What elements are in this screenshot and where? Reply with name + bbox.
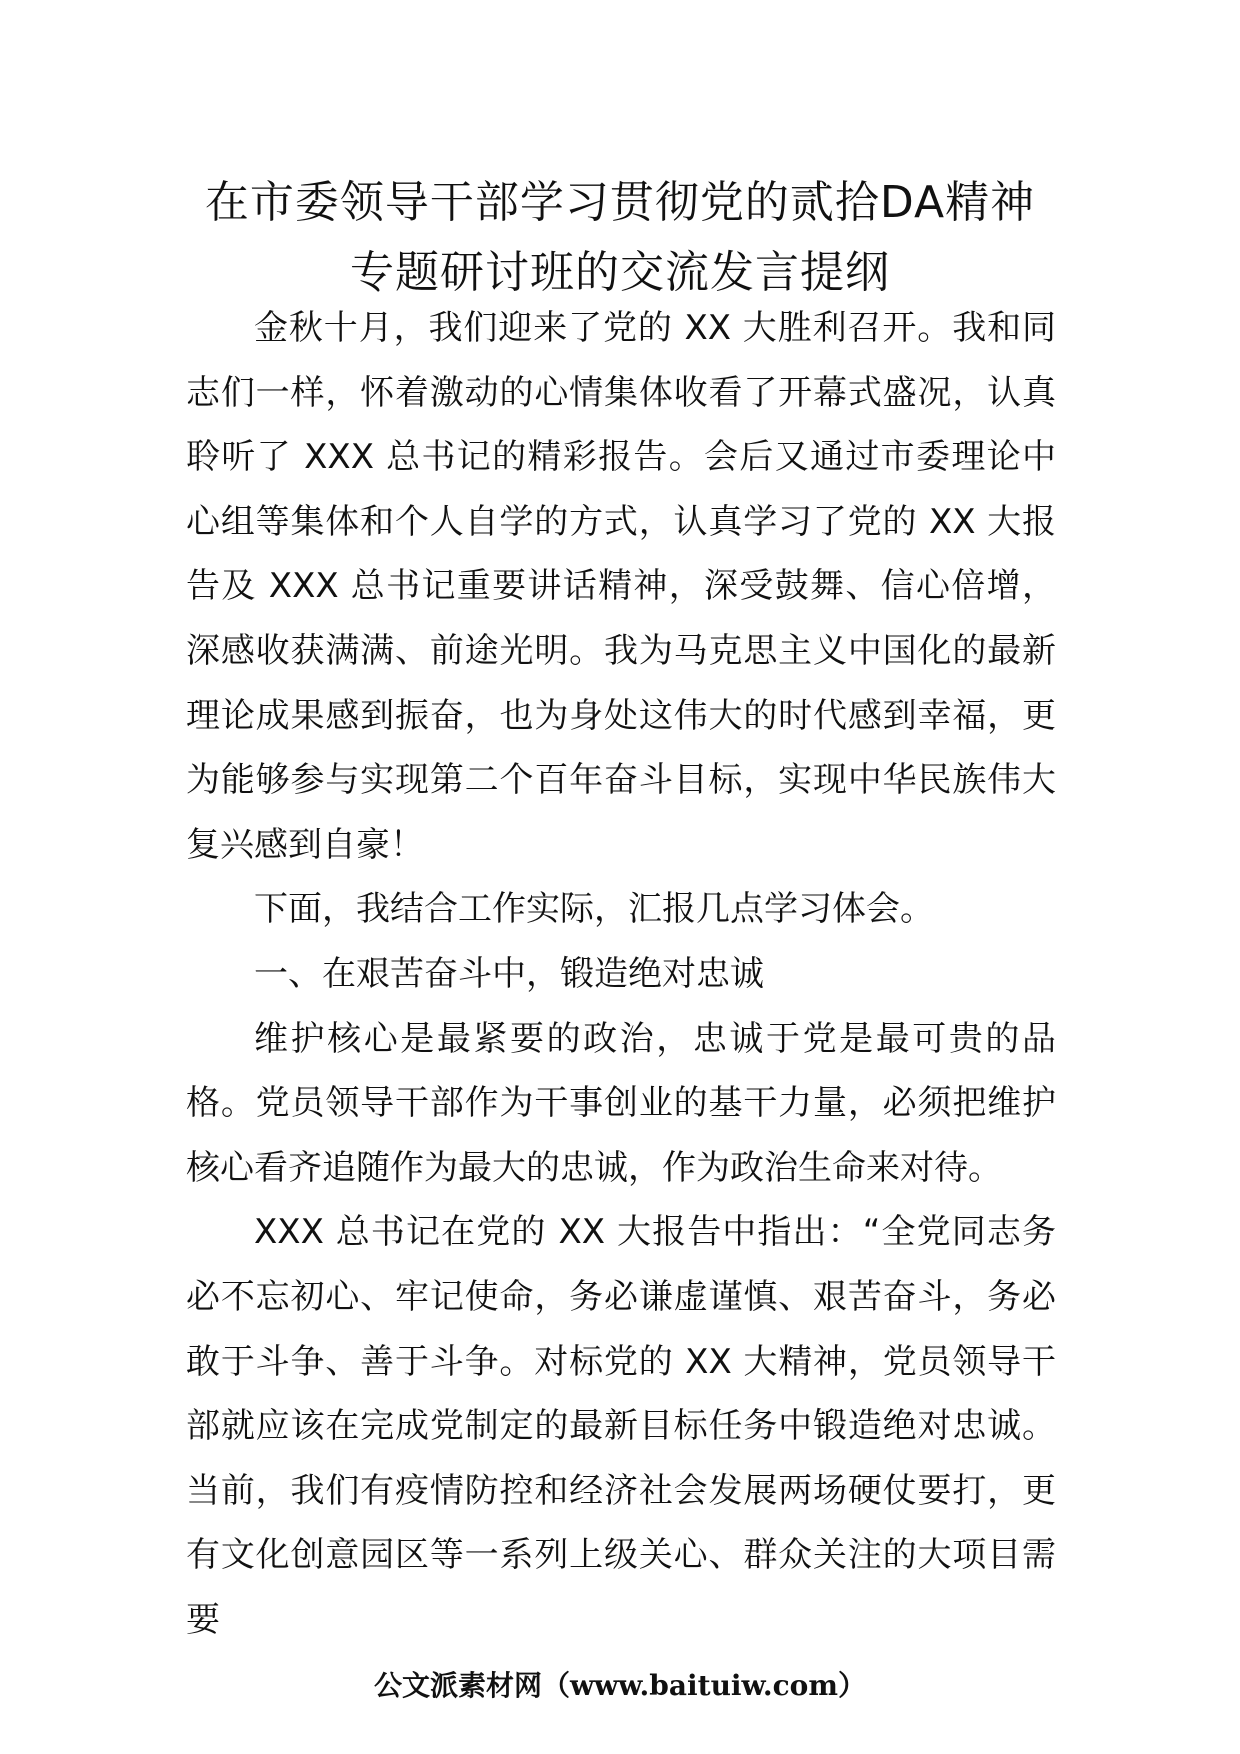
footer-watermark: 公文派素材网（www.baituiw.com） — [374, 1669, 866, 1702]
title-line-2: 专题研讨班的交流发言提纲 — [350, 247, 890, 298]
document-title — [150, 168, 1090, 308]
paragraph-transition: 下面，我结合工作实际，汇报几点学习体会。 — [254, 889, 934, 930]
title-line-1: 在市委领导干部学习贯彻党的贰拾DA精神 — [204, 177, 1036, 228]
paragraph-report-quote: XXX 总书记在党的 XX 大报告中指出：“全党同志务必不忘初心、牢记使命，务必谦虚谨慎、艰苦奋斗，务必敢于斗争、善于斗争。对标党的 XX 大精神，党员领导干部就应该在完成党制定的最新目标任务中锻造绝对忠诚。当前，我们有疫情防控和经济社会发展两场硬仗要打，更有文化创意园区等一系列上级关心、群众关注的大项目需要 — [186, 1212, 1056, 1640]
paragraph-loyalty: 维护核心是最紧要的政治，忠诚于党是最可贵的品格。党员领导干部作为干事创业的基干力量，必须把维护核心看齐追随作为最大的忠诚，作为政治生命来对待。 — [186, 1018, 1056, 1188]
document-body — [186, 296, 1056, 1652]
section-heading-1: 一、在艰苦奋斗中，锻造绝对忠诚 — [254, 953, 764, 994]
paragraph-intro: 金秋十月，我们迎来了党的 XX 大胜利召开。我和同志们一样，怀着激动的心情集体收看了开幕式盛况，认真聆听了 XXX 总书记的精彩报告。会后又通过市委理论中心组等集体和个人自学的方式，认真学习了党的 XX 大报告及 XXX 总书记重要讲话精神，深受鼓舞、信心倍增，深感收获满满、前途光明。我为马克思主义中国化的最新理论成果感到振奋，也为身处这伟大的时代感到幸福，更为能够参与实现第二个百年奋斗目标，实现中华民族伟大复兴感到自豪！ — [186, 308, 1056, 865]
